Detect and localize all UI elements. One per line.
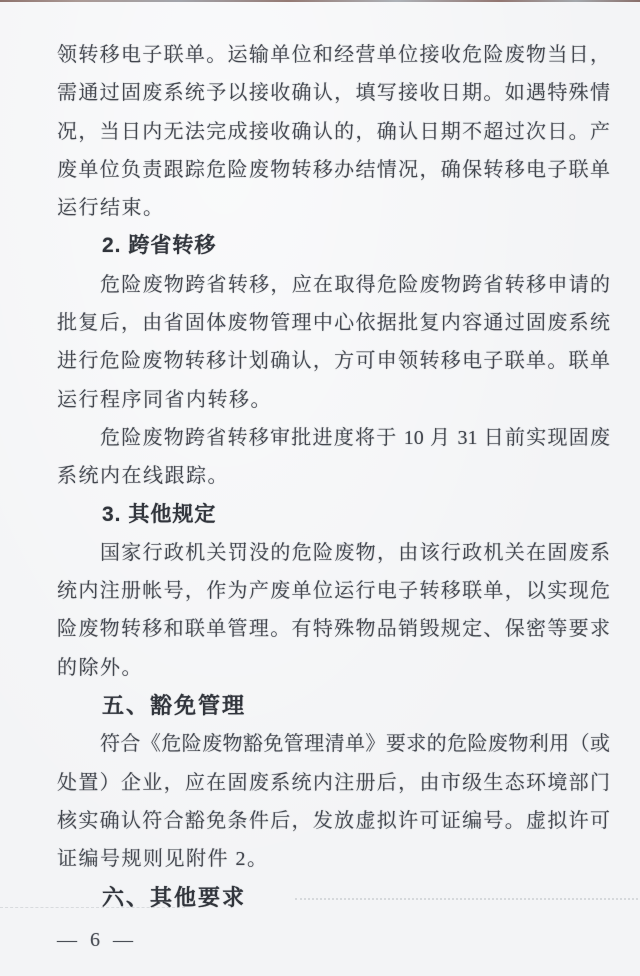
- para-cross-province-procedure-line-2: 批复后，由省固体废物管理中心依据批复内容通过固废系统: [57, 312, 610, 335]
- para-exemption-procedure-line-1: 符合《危险废物豁免管理清单》要求的危险废物利用（或: [100, 733, 610, 756]
- footer-dash-right: —: [113, 929, 133, 951]
- heading-other-requirements: 六、其他要求: [102, 884, 247, 910]
- para-confiscated-waste-line-4: 的除外。: [57, 656, 143, 679]
- para-exemption-procedure-line-4: 证编号规则见附件 2。: [57, 848, 269, 871]
- para-cross-province-procedure-line-1: 危险废物跨省转移，应在取得危险废物跨省转移申请的: [100, 273, 610, 296]
- scan-top-edge-artifact: [0, 0, 640, 2]
- page-footer: [57, 929, 133, 952]
- para-intra-province-manifest-line-3: 况，当日内无法完成接收确认的，确认日期不超过次日。产: [57, 120, 610, 143]
- para-exemption-procedure-line-3: 核实确认符合豁免条件后，发放虚拟许可证编号。虚拟许可: [57, 809, 610, 832]
- para-intra-province-manifest-line-5: 运行结束。: [57, 197, 165, 220]
- para-cross-province-procedure-line-3: 进行危险废物转移计划确认，方可申领转移电子联单。联单: [57, 350, 610, 373]
- para-intra-province-manifest-line-2: 需通过固废系统予以接收确认，填写接收日期。如遇特殊情: [57, 82, 610, 105]
- para-confiscated-waste-line-2: 统内注册帐号，作为产废单位运行电子转移联单，以实现危: [57, 580, 610, 603]
- para-cross-province-tracking-line-2: 系统内在线跟踪。: [57, 465, 229, 488]
- para-confiscated-waste-line-3: 险废物转移和联单管理。有特殊物品销毁规定、保密等要求: [57, 618, 610, 641]
- heading-other-provisions: 3. 其他规定: [102, 502, 217, 526]
- footer-dash-left: —: [57, 929, 77, 951]
- heading-exemption-management: 五、豁免管理: [102, 693, 247, 719]
- para-exemption-procedure-line-2: 处置）企业，应在固废系统内注册后，由市级生态环境部门: [57, 771, 610, 794]
- para-intra-province-manifest-line-4: 废单位负责跟踪危险废物转移办结情况，确保转移电子联单: [57, 158, 610, 181]
- para-cross-province-procedure-line-4: 运行程序同省内转移。: [57, 388, 272, 411]
- para-cross-province-tracking-line-1: 危险废物跨省转移审批进度将于 10 月 31 日前实现固废: [100, 426, 610, 449]
- page-number: 6: [90, 929, 100, 951]
- document-body: [57, 36, 610, 917]
- heading-cross-province-transfer: 2. 跨省转移: [102, 234, 217, 258]
- para-confiscated-waste-line-1: 国家行政机关罚没的危险废物，由该行政机关在固废系: [100, 541, 610, 564]
- para-intra-province-manifest-line-1: 领转移电子联单。运输单位和经营单位接收危险废物当日，: [57, 44, 610, 66]
